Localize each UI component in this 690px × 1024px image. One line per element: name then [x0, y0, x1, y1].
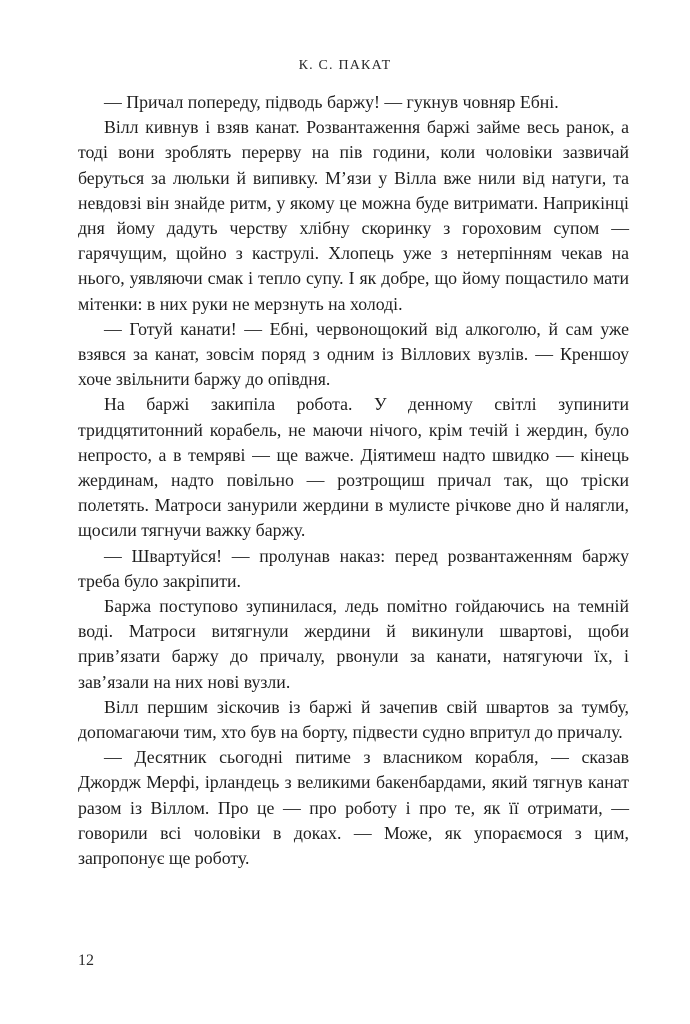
paragraph: — Причал попереду, підводь баржу! — гукнув човняр Ебні.: [104, 92, 559, 112]
paragraph: — Готуй канати! — Ебні, червонощокий від алкоголю, й сам уже взявся за канат, зовсім поряд з одним із Віллових вузлів. — Креншоу хоче звільнити баржу до опівдня.: [78, 318, 629, 390]
page-number: 12: [78, 952, 94, 969]
paragraph: — Десятник сьогодні питиме з власником корабля, — сказав Джордж Мерфі, ірландець з великими бакенбардами, який тягнув канат разом із Віллом. Про це — про роботу і про те, як її отримати, — говорили всі чоловіки в доках. — Може, як упораємося з цим, запропонує ще роботу.: [78, 747, 629, 869]
paragraph: Баржа поступово зупинилася, ледь помітно гойдаючись на темній воді. Матроси витягнули жердини й викинули швартові, щоби прив’язати баржу до причалу, рвонули за канати, натягуючи їх, і зав’язали на них нові вузли.: [78, 596, 629, 692]
paragraph: Вілл першим зіскочив із баржі й зачепив свій швартов за тумбу, допомагаючи тим, хто був на борту, підвести судно впритул до причалу.: [78, 696, 629, 743]
paragraph: Вілл кивнув і взяв канат. Розвантаження баржі займе весь ранок, а тоді вони зроблять перерву на пів години, коли чоловіки зазвичай беруться за люльки й випивку. М’язи у Вілла вже нили від натуги, та невдовзі він знайде ритм, у якому це можна буде витримати. Наприкінці дня йому дадуть черству хлібну скоринку з гороховим супом — гарячущим, щойно з каструлі. Хлопець уже з нетерпінням чекав на нього, уявляючи смак і тепло супу. І як добре, що йому пощастило мати мітенки: в них руки не мерзнуть на холоді.: [78, 117, 629, 314]
body-text: [78, 90, 629, 871]
paragraph: На баржі закипіла робота. У денному світлі зупинити тридцятитонний корабель, не маючи нічого, крім течій і жердин, було непросто, а в темряві — ще важче. Діятимеш надто швидко — кінець жердинам, надто повільно — розтрощиш причал так, що тріски полетять. Матроси занурили жердини в мулисте річкове дно й налягли, щосили тягнучи важку баржу.: [78, 394, 629, 541]
running-head: К. С. ПАКАТ: [298, 58, 392, 73]
paragraph: — Швартуйся! — пролунав наказ: перед розвантаженням баржу треба було закріпити.: [78, 545, 629, 591]
